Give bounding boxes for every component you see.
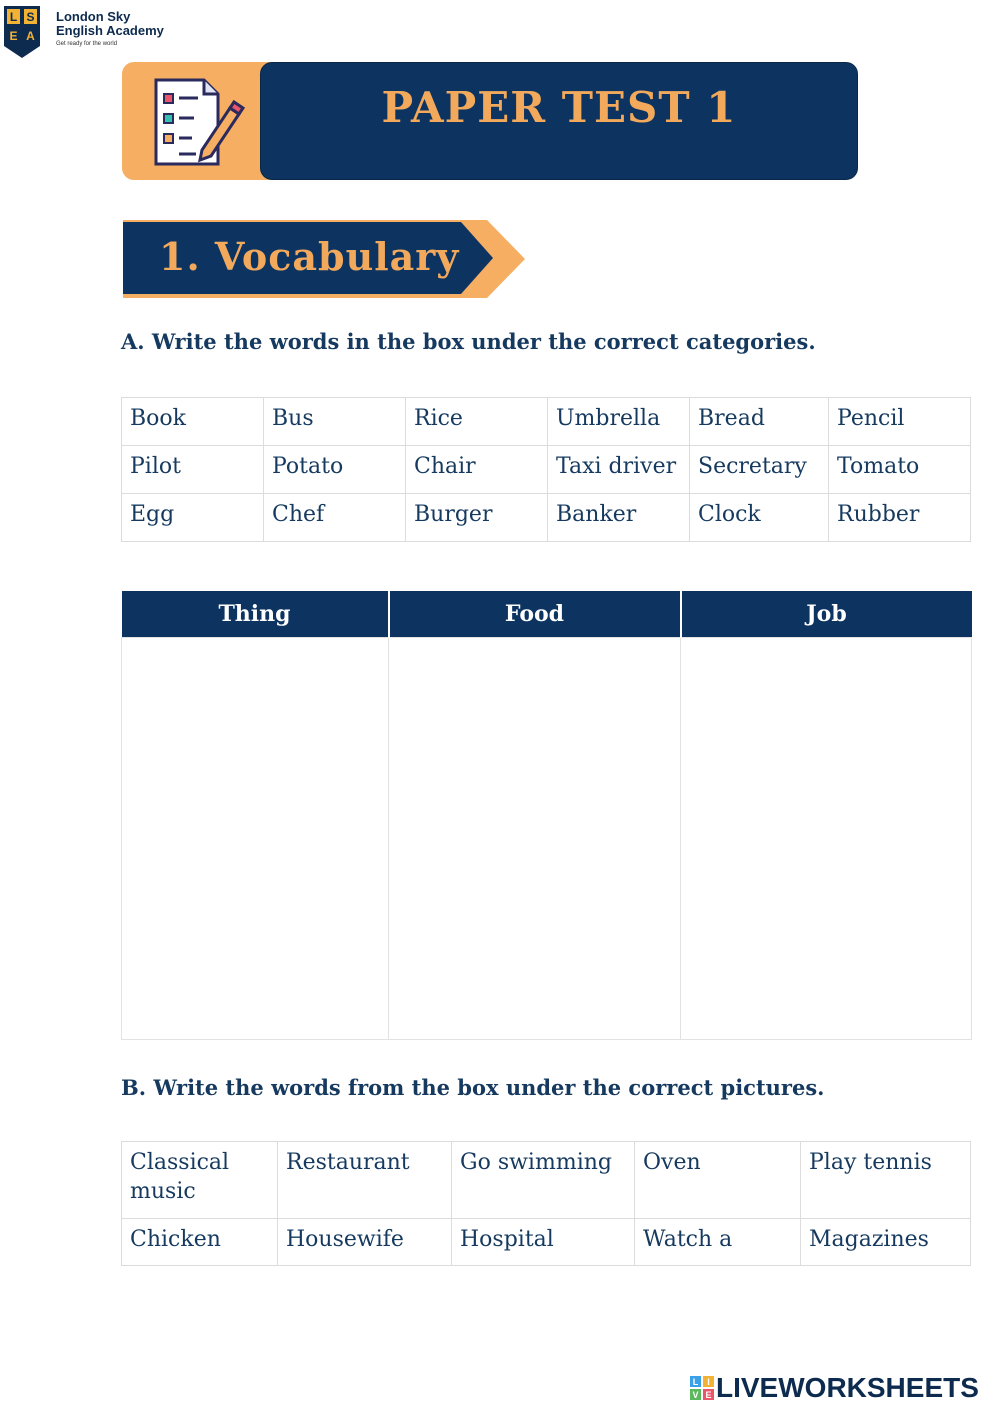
category-header-job: Job — [681, 591, 972, 637]
logo-letter-e: E — [9, 29, 18, 43]
brand-block-v: V — [692, 1390, 699, 1400]
word-cell: Go swimming — [452, 1142, 635, 1219]
logo-name-line2: English Academy — [56, 23, 164, 38]
word-row — [122, 1219, 971, 1266]
answer-area-job[interactable] — [681, 637, 972, 1039]
word-cell: Banker — [548, 494, 690, 542]
word-row — [122, 494, 971, 542]
category-answer-row — [122, 637, 972, 1039]
word-row — [122, 1142, 971, 1219]
word-box-b — [121, 1141, 971, 1266]
category-header-row — [122, 591, 972, 637]
liveworksheets-brand — [690, 1372, 990, 1404]
word-row — [122, 446, 971, 494]
word-cell: Bread — [690, 398, 829, 446]
word-cell: Rice — [406, 398, 548, 446]
logo-letter-l: L — [9, 10, 18, 24]
word-cell: Chicken — [122, 1219, 278, 1266]
word-cell: Umbrella — [548, 398, 690, 446]
instruction-part-b: B. Write the words from the box under the correct pictures. — [121, 1075, 825, 1100]
page-title: PAPER TEST 1 — [381, 83, 737, 132]
word-box-a — [121, 397, 971, 542]
test-paper-pencil-icon — [146, 72, 246, 172]
liveworksheets-wordmark: LIVEWORKSHEETS — [716, 1372, 979, 1403]
word-cell: Clock — [690, 494, 829, 542]
word-cell: Magazines — [801, 1219, 971, 1266]
banner-title-panel — [260, 62, 858, 180]
instruction-part-a: A. Write the words in the box under the correct categories. — [121, 329, 816, 354]
title-banner — [122, 62, 858, 180]
word-cell: Classical music — [122, 1142, 278, 1219]
word-cell: Burger — [406, 494, 548, 542]
category-header-food: Food — [389, 591, 681, 637]
academy-logo — [4, 6, 194, 58]
word-cell: Watch a — [635, 1219, 801, 1266]
brand-block-e: E — [705, 1390, 712, 1400]
word-cell: Tomato — [829, 446, 971, 494]
section-heading — [123, 220, 525, 298]
word-row — [122, 398, 971, 446]
word-cell: Rubber — [829, 494, 971, 542]
word-cell: Chair — [406, 446, 548, 494]
logo-letter-a: A — [26, 29, 35, 43]
word-cell: Book — [122, 398, 264, 446]
liveworksheets-blocks-icon — [690, 1376, 714, 1400]
word-cell: Taxi driver — [548, 446, 690, 494]
word-cell: Restaurant — [278, 1142, 452, 1219]
word-cell: Oven — [635, 1142, 801, 1219]
word-cell: Chef — [264, 494, 406, 542]
word-cell: Potato — [264, 446, 406, 494]
section-title: 1. Vocabulary — [159, 234, 460, 279]
category-table — [121, 591, 972, 1040]
word-cell: Pencil — [829, 398, 971, 446]
word-cell: Egg — [122, 494, 264, 542]
brand-block-l: L — [692, 1377, 699, 1387]
answer-area-food[interactable] — [389, 637, 681, 1039]
shield-logo-icon — [4, 6, 40, 58]
logo-letter-s: S — [26, 10, 35, 24]
word-cell: Bus — [264, 398, 406, 446]
logo-text — [56, 10, 164, 47]
category-header-thing: Thing — [122, 591, 389, 637]
banner-icon-panel — [122, 62, 282, 180]
word-cell: Play tennis — [801, 1142, 971, 1219]
brand-block-i: I — [707, 1377, 710, 1387]
word-cell: Hospital — [452, 1219, 635, 1266]
logo-name-line1: London Sky — [56, 9, 131, 24]
answer-area-thing[interactable] — [122, 637, 389, 1039]
logo-tagline: Get ready for the world — [56, 41, 118, 47]
word-cell: Pilot — [122, 446, 264, 494]
word-cell: Housewife — [278, 1219, 452, 1266]
word-cell: Secretary — [690, 446, 829, 494]
